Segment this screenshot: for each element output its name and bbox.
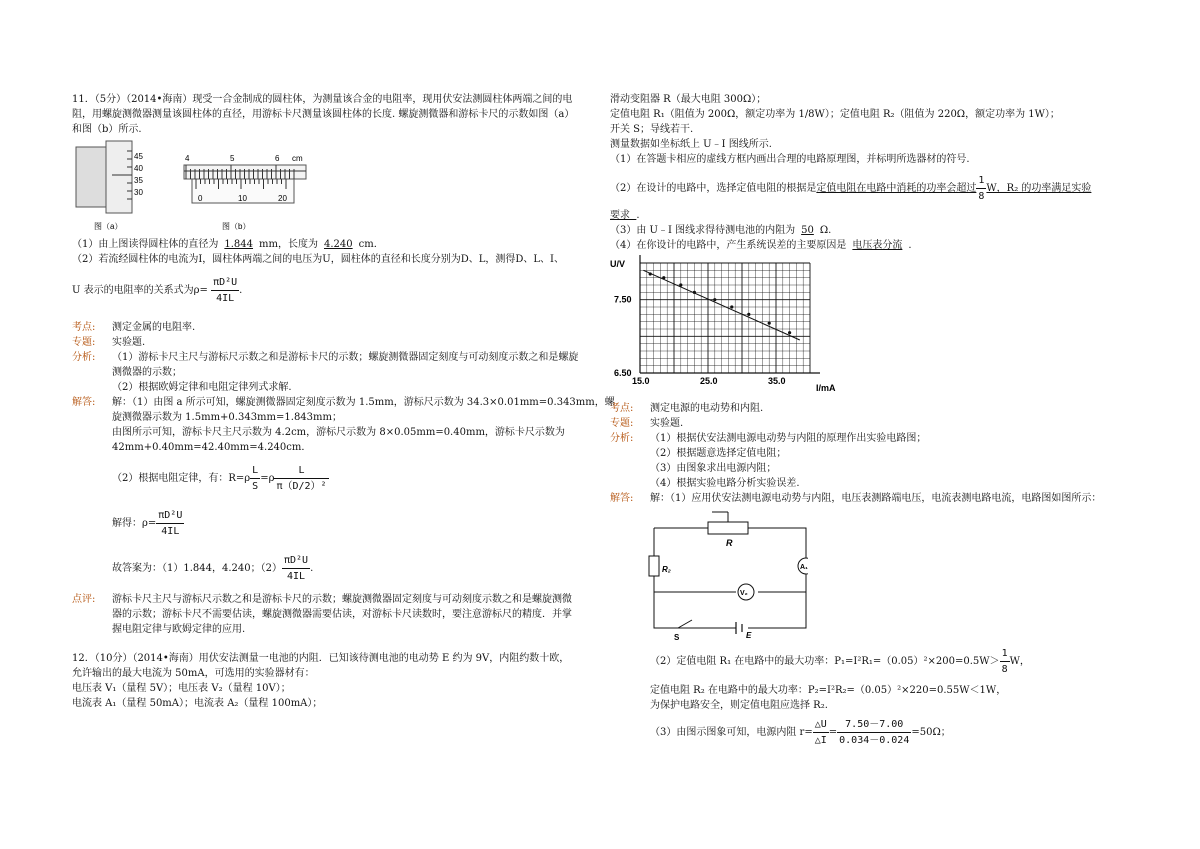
vernier-sub-10: 10: [238, 194, 247, 203]
fraction-denominator: 0.034－0.024: [839, 735, 910, 746]
jieda-text-7: 故答案为：（1）1.844，4.240；（2）: [112, 563, 282, 574]
data-point: [730, 305, 733, 308]
vernier-sub-0: 0: [198, 194, 203, 203]
x-tick-label: 15.0: [632, 376, 650, 386]
jieda-text-5: （3）由图示图象可知，电源内阻 r=: [650, 727, 813, 738]
micrometer-tick-40: 40: [134, 164, 143, 173]
q11-line3: 和图（b）所示.: [72, 124, 142, 135]
question-4-text: （4）在你设计的电路中，产生系统误差的主要原因是: [610, 240, 847, 251]
fenxi-text-4: （4）根据实验电路分析实验误差.: [650, 478, 800, 489]
jieda-text-5: （2）根据电阻定律，有：R=ρ: [112, 473, 251, 484]
jieda-text-5-mid: =ρ: [260, 473, 275, 484]
data-point: [693, 291, 696, 294]
resistor-r-label: R: [726, 538, 733, 548]
question-2-answer-text: 定值电阻在电路中消耗的功率会超过: [816, 183, 977, 194]
fraction-numerator: πD²U: [211, 275, 239, 291]
question-4-end: .: [908, 240, 912, 251]
vernier-main-unit: cm: [292, 154, 303, 163]
data-line: 测量数据如坐标纸上 U﹣I 图线所示.: [610, 139, 772, 150]
label-fenxi: 分析:: [610, 433, 634, 444]
fraction-denominator: S: [252, 481, 259, 492]
label-jieda: 解答:: [72, 397, 96, 408]
q12-line3: 电压表 V₁（量程 5V）；电压表 V₂（量程 10V）；: [72, 683, 291, 694]
label-kaodian: 考点:: [72, 322, 96, 333]
fraction-numerator: πD²U: [156, 508, 184, 524]
jieda-text-2b: W，: [1009, 656, 1030, 667]
jieda-text-6: 解得：ρ=: [112, 518, 157, 529]
q11-part1-text2: mm，长度为: [259, 239, 318, 250]
one-eighth-fraction: [976, 173, 986, 204]
jieda-formula-1: [72, 463, 602, 494]
micrometer-tick-30: 30: [134, 188, 143, 197]
q11-kaodian: [72, 320, 602, 335]
kaodian-text: 测定电源的电动势和内阻.: [650, 403, 764, 414]
fenxi-text-1: （1）根据伏安法测电源电动势与内阻的原理作出实验电路图；: [650, 433, 927, 444]
kaodian-text: 测定金属的电阻率.: [112, 322, 196, 333]
x-tick-label: 25.0: [700, 376, 718, 386]
jieda-answer: 故答案为：（1）1.844，4.240；（2） $\frac{\text{πD²U}}{4IL}$ .: [112, 555, 314, 582]
question-1: （1）在答题卡相应的虚线方框内画出合理的电路原理图，并标明所选器材的符号.: [610, 154, 970, 165]
q11-part1-text: （1）由上图读得圆柱体的直径为: [72, 239, 219, 250]
data-point: [649, 272, 652, 275]
u-i-chart: [610, 255, 850, 395]
fenxi-text-1: （1）游标卡尺主尺与游标尺示数之和是游标卡尺的示数；螺旋测微器固定刻度与可动刻度示数之和是螺旋: [112, 352, 579, 363]
q11-part2-text: U 表示的电阻率的关系式为ρ=: [72, 285, 208, 296]
jieda-text-1: 解：（1）由图 a 所示可知，螺旋测微器固定刻度示数为 1.5mm，游标尺示数为 34.3×0.01mm=0.343mm，螺: [112, 397, 615, 408]
q12-fenxi: [610, 431, 1130, 446]
dianping-text-1: 游标卡尺主尺与游标尺示数之和是游标卡尺的示数；螺旋测微器固定刻度与可动刻度示数之和是螺旋测微: [112, 594, 572, 605]
one-eighth-fraction-2: [1000, 646, 1010, 677]
value-fraction: [837, 717, 911, 748]
switch-label: S: [674, 633, 680, 640]
jieda-text-2: （2）定值电阻 R₁ 在电路中的最大功率：P₁=I²R₁=（0.05）²×200=0.5W＞: [650, 656, 1000, 667]
micrometer-tick-45: 45: [134, 152, 143, 161]
q12-line1: 12．（10分）（2014•海南）用伏安法测量一电池的内阻．已知该待测电池的电动势 E 约为 9V，内阻约数十欧，: [72, 653, 570, 664]
q11-zhuanti: [72, 335, 602, 350]
data-point: [747, 313, 750, 316]
question-2-answer: [816, 175, 1092, 202]
fraction-numerator: △U: [813, 717, 829, 733]
jieda-text-4: 为保护电路安全，则定值电阻应选择 R₂.: [650, 700, 828, 711]
q11-jieda: [72, 395, 615, 410]
label-fenxi: 分析:: [72, 352, 96, 363]
x-tick-label: 35.0: [768, 376, 786, 386]
q11-figures: [72, 137, 602, 237]
fraction-numerator: L: [274, 463, 328, 479]
jieda-text-3: 由图所示可知，游标卡尺主尺示数为 4.2cm，游标尺示数为 8×0.05mm=0.40mm，游标卡尺示数为: [112, 427, 565, 438]
question-2-answer-text2: W，R₂ 的功率满足实验: [986, 183, 1092, 194]
resistors-line: 定值电阻 R₁（阻值为 200Ω，额定功率为 1/8W）；定值电阻 R₂（阻值为 220Ω，额定功率为 1W）；: [610, 109, 1060, 120]
q11-dianping: [72, 592, 602, 607]
jieda-text-4: 42mm+0.40mm=42.40mm=4.240cm．: [112, 442, 312, 453]
q12-zhuanti: [610, 416, 1130, 431]
question-2-answer-end: 要求: [610, 210, 630, 221]
data-point: [713, 298, 716, 301]
fraction-denominator: △I: [814, 735, 827, 746]
data-point: [788, 331, 791, 334]
q11-fenxi: [72, 350, 602, 365]
fenxi-text-3: （3）由图象求出电源内阻；: [650, 463, 777, 474]
vernier-main-5: 5: [230, 154, 235, 163]
question-2: [610, 173, 1130, 204]
jieda-text-5b: =50Ω；: [911, 727, 951, 738]
vernier-main-4: 4: [185, 154, 190, 163]
circuit-diagram: [648, 510, 808, 640]
q11-part2-formula: U 表示的电阻率的关系式为ρ= $\frac{\text{πD²U}}{4IL}$ .: [72, 277, 243, 304]
jieda-part3: [610, 717, 1130, 748]
y-tick-label: 6.50: [614, 368, 632, 378]
zhuanti-text: 实验题.: [650, 418, 684, 429]
q12-line4: 电流表 A₁（量程 50mA）；电流表 A₂（量程 100mA）；: [72, 698, 323, 709]
zhuanti-text: 实验题.: [112, 337, 146, 348]
fraction-numerator: L: [250, 463, 260, 479]
label-zhuanti: 专题:: [72, 337, 96, 348]
equals-sign: =: [828, 727, 838, 738]
dianping-text-2: 器的示数；游标卡尺不需要估读，螺旋测微器需要估读，对游标卡尺读数时，要注意游标尺的精度．并掌: [112, 609, 572, 620]
data-point: [768, 322, 771, 325]
dianping-text-3: 握电阻定律与欧姆定律的应用.: [112, 624, 246, 635]
vernier-sub-20: 20: [278, 194, 287, 203]
micrometer-tick-35: 35: [134, 176, 143, 185]
ammeter-label: A₁: [800, 564, 808, 571]
answer-error-source: 电压表分流: [852, 240, 903, 251]
question-4: [610, 238, 1130, 253]
label-jieda: 解答:: [610, 493, 634, 504]
q11-title: 11．（5分）（2014•海南）现受一合金制成的圆柱体，为测量该合金的电阻率，现用伏安法测圆柱体两端之间的电: [72, 94, 573, 105]
question-3-text: （3）由 U﹣I 图线求得待测电池的内阻为: [610, 225, 796, 236]
fraction-numerator: πD²U: [282, 553, 310, 569]
label-kaodian: 考点:: [610, 403, 634, 414]
jieda-formula-2: [72, 508, 602, 539]
rheostat-line: 滑动变阻器 R（最大电阻 300Ω）；: [610, 94, 767, 105]
switch-line: 开关 S；导线若干.: [610, 124, 694, 135]
fig-a-caption: 图（a）: [94, 222, 123, 231]
question-3: [610, 223, 1130, 238]
q11-part1: [72, 237, 602, 252]
fraction-numerator: 1: [976, 173, 986, 189]
jieda-text-1: 解：（1）应用伏安法测电源电动势与内阻，电压表测路端电压，电流表测电路电流，电路图如图所示：: [650, 493, 1102, 504]
resistivity-fraction-3: [282, 553, 310, 584]
fraction-numerator: 1: [1000, 646, 1010, 662]
fenxi-text-2: （2）根据欧姆定律和电阻定律列式求解.: [112, 382, 292, 393]
q12-line2: 允许输出的最大电流为 50mA，可选用的实验器材有：: [72, 668, 315, 679]
jieda-text-2: 旋测微器示数为 1.5mm+0.343mm=1.843mm；: [112, 412, 342, 423]
right-column: [610, 92, 1130, 748]
micrometer-vernier-figure: [72, 137, 312, 237]
answer-internal-resistance: 50: [801, 225, 814, 236]
y-tick-label: 7.50: [614, 294, 632, 305]
resistor-r2-label: R₂: [662, 565, 671, 574]
jieda-text-3: 定值电阻 R₂ 在电路中的最大功率：P₂=I²R₂=（0.05）²×220=0.55W＜1W，: [650, 685, 1007, 696]
fraction-denominator: 4IL: [161, 526, 180, 537]
q11-part1-text3: cm．: [358, 239, 384, 250]
question-2-text: （2）在设计的电路中，选择定值电阻的根据是: [610, 183, 817, 194]
fenxi-text-2: （2）根据题意选择定值电阻；: [650, 448, 787, 459]
battery-label: E: [746, 631, 752, 640]
fig-b-caption: 图（b）: [222, 222, 251, 231]
q12-kaodian: [610, 401, 1130, 416]
data-point: [662, 276, 665, 279]
label-dianping: 点评:: [72, 594, 96, 605]
fraction-denominator: 8: [978, 191, 985, 202]
x-axis-label: I/mA: [816, 383, 836, 393]
question-2-cont: 要求 .: [610, 210, 640, 221]
fraction-denominator: 4IL: [216, 293, 235, 304]
fraction-l-over-s: [250, 463, 260, 494]
answer-diameter: 1.844: [224, 239, 254, 250]
vernier-main-6: 6: [275, 154, 280, 163]
fenxi-text-1b: 测微器的示数；: [112, 367, 182, 378]
voltmeter-label: V₂: [740, 590, 748, 597]
fraction-l-over-area: [274, 463, 328, 494]
y-axis-label: U/V: [610, 259, 626, 269]
fraction-denominator: π（D/2）²: [276, 481, 327, 492]
data-point: [679, 283, 682, 286]
fraction-denominator: 8: [1001, 664, 1008, 675]
fraction-denominator: 4IL: [287, 571, 306, 582]
q11-part2: （2）若流经圆柱体的电流为I，圆柱体两端之间的电压为U，圆柱体的直径和长度分别为D、L，测得D、L、I、: [72, 254, 565, 265]
chart-grid: [640, 263, 810, 373]
resistivity-fraction: [211, 275, 239, 306]
answer-length: 4.240: [323, 239, 353, 250]
question-3-unit: Ω.: [819, 225, 832, 236]
delta-fraction: [813, 717, 829, 748]
label-zhuanti: 专题:: [610, 418, 634, 429]
fraction-numerator: 7.50－7.00: [837, 717, 911, 733]
q12-jieda: [610, 491, 1130, 506]
q11-line2: 阻，用螺旋测微器测量该圆柱体的直径，用游标卡尺测量该圆柱体的长度. 螺旋测微器和游标卡尺的示数如图（a）: [72, 109, 575, 120]
jieda-part2: [610, 646, 1130, 677]
left-column: [72, 92, 615, 711]
resistivity-fraction-2: [156, 508, 184, 539]
